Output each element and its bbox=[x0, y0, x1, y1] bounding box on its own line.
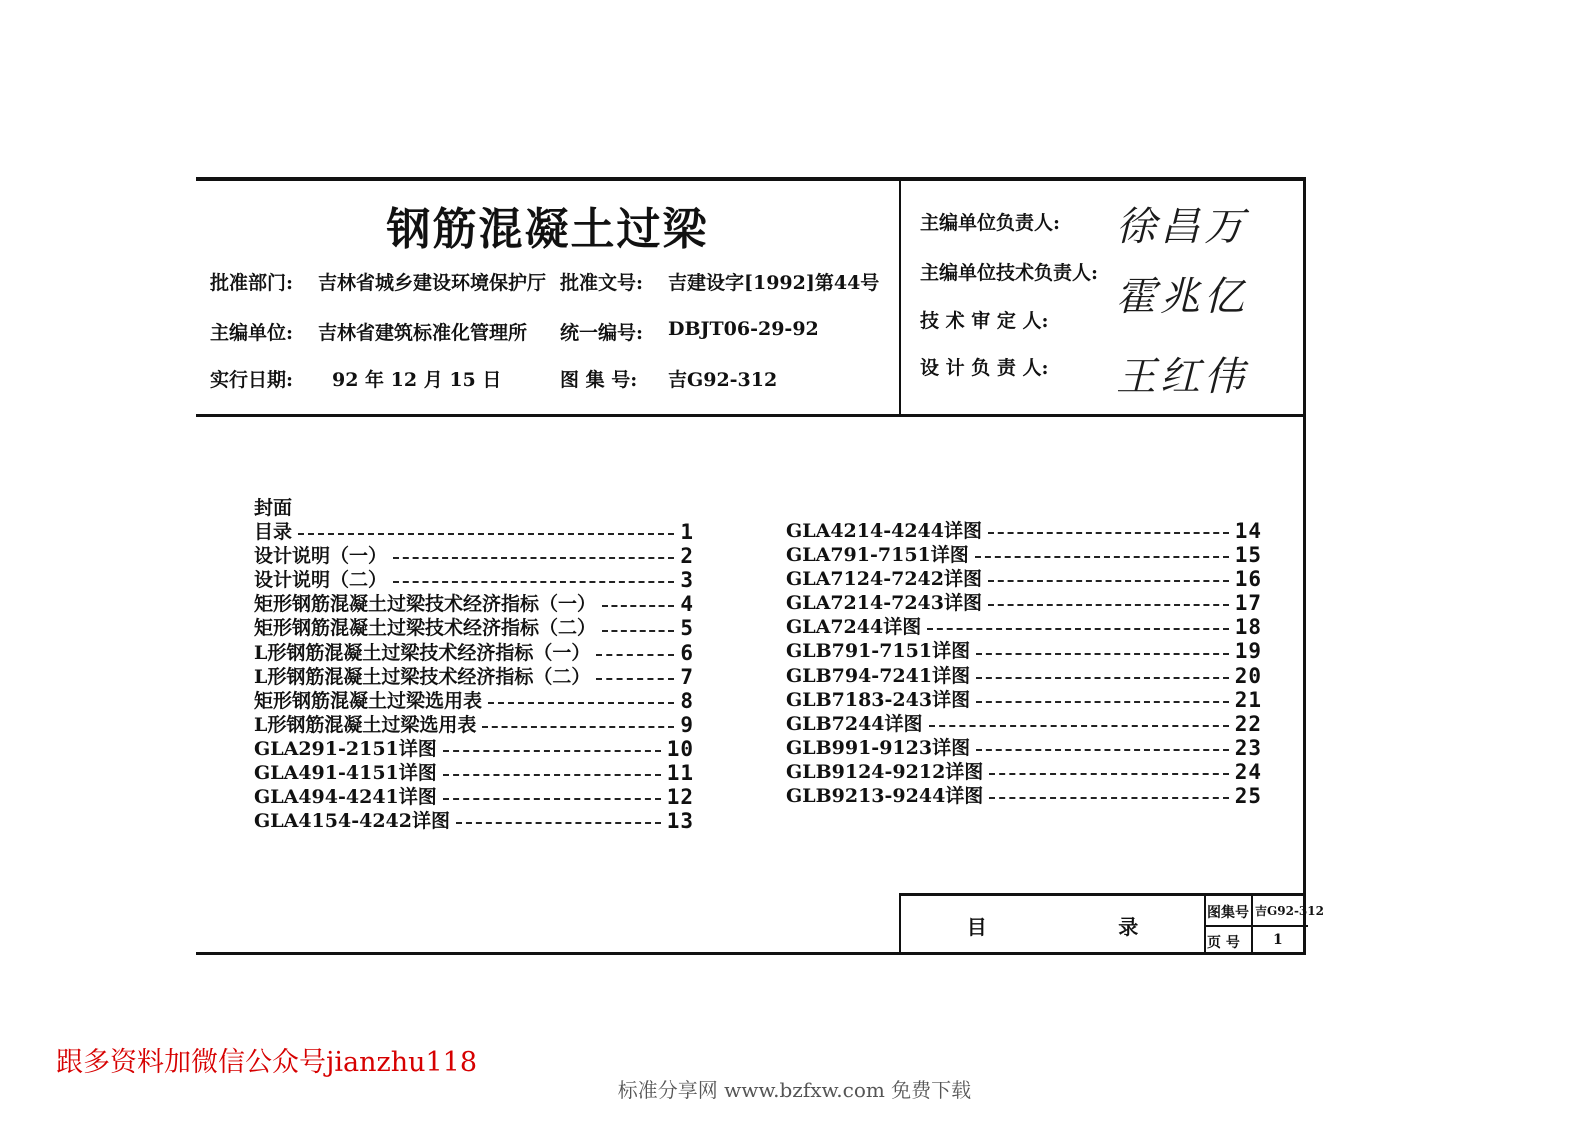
approval-dept-value: 吉林省城乡建设环境保护厅 bbox=[318, 272, 547, 294]
title-block bbox=[899, 893, 1324, 955]
toc-entry-page: 7 bbox=[680, 664, 694, 689]
toc-entry bbox=[786, 639, 1262, 663]
toc-entry bbox=[786, 615, 1262, 639]
toc-leader bbox=[393, 557, 674, 559]
toc-entry-page: 23 bbox=[1234, 735, 1262, 760]
toc-right bbox=[786, 519, 1262, 808]
toc-leader bbox=[482, 726, 674, 728]
toc-entry-label: 封面 bbox=[254, 497, 293, 519]
toc-entry-page: 25 bbox=[1234, 784, 1262, 809]
toc-entry bbox=[254, 641, 694, 665]
toc-entry bbox=[786, 784, 1262, 808]
toc-entry-page: 22 bbox=[1234, 711, 1262, 736]
toc-entry-page: 6 bbox=[680, 640, 694, 665]
toc-entry-label: L形钢筋混凝土过梁技术经济指标（一） bbox=[254, 641, 591, 664]
responsible-label: 技 术 审 定 人: bbox=[920, 310, 1049, 332]
toc-leader bbox=[975, 556, 1229, 558]
title-block-name-right: 录 bbox=[1118, 915, 1139, 939]
toc-leader bbox=[298, 533, 674, 535]
toc-leader bbox=[602, 630, 674, 632]
toc-entry-page: 3 bbox=[680, 568, 694, 593]
toc-leader bbox=[989, 773, 1228, 775]
toc-entry-label: GLB9213-9244详图 bbox=[786, 785, 984, 808]
toc-entry-page: 24 bbox=[1234, 759, 1262, 784]
toc-entry-label: 矩形钢筋混凝土过梁技术经济指标（一） bbox=[254, 593, 597, 616]
toc-entry bbox=[254, 713, 694, 737]
toc-entry-page: 9 bbox=[680, 712, 694, 737]
toc-entry-page: 15 bbox=[1234, 543, 1262, 568]
title-block-name-left: 目 bbox=[966, 915, 987, 939]
unified-no-value: DBJT06-29-92 bbox=[668, 318, 819, 340]
toc-entry-label: GLB7183-243详图 bbox=[786, 688, 971, 711]
toc-entry-page: 10 bbox=[666, 736, 694, 761]
toc-entry-label: GLA491-4151详图 bbox=[254, 762, 437, 785]
toc-leader bbox=[927, 628, 1228, 630]
toc-entry bbox=[786, 736, 1262, 760]
header-divider-vertical bbox=[899, 177, 901, 414]
header-divider-horizontal bbox=[196, 414, 1306, 417]
atlas-no-label: 图 集 号: bbox=[560, 369, 638, 391]
toc-entry bbox=[786, 712, 1262, 736]
approval-doc-label: 批准文号: bbox=[560, 272, 644, 294]
atlas-value: 吉G92-312 bbox=[1255, 904, 1324, 918]
approval-dept-label: 批准部门: bbox=[210, 272, 294, 294]
toc-entry-page: 2 bbox=[680, 544, 694, 569]
toc-entry bbox=[786, 543, 1262, 567]
toc-entry-page: 13 bbox=[666, 809, 694, 834]
toc-entry-page: 20 bbox=[1234, 663, 1262, 688]
toc-entry-label: GLA7214-7243详图 bbox=[786, 592, 982, 615]
toc-entry-label: GLA7244详图 bbox=[786, 616, 922, 639]
toc-leader bbox=[456, 822, 661, 824]
toc-entry bbox=[786, 760, 1262, 784]
toc-leader bbox=[988, 604, 1229, 606]
responsible-label: 设 计 负 责 人: bbox=[920, 357, 1049, 379]
toc-entry bbox=[254, 785, 694, 809]
toc-entry-label: GLA7124-7242详图 bbox=[786, 568, 982, 591]
toc-leader bbox=[988, 580, 1229, 582]
toc-leader bbox=[929, 725, 1229, 727]
toc-entry-label: 矩形钢筋混凝土过梁选用表 bbox=[254, 689, 483, 712]
toc-entry bbox=[786, 591, 1262, 615]
signature: 霍兆亿 bbox=[1116, 274, 1248, 320]
toc-entry-page: 11 bbox=[666, 761, 694, 786]
toc-entry-label: L形钢筋混凝土过梁选用表 bbox=[254, 713, 477, 736]
toc-entry-label: 目录 bbox=[254, 521, 293, 544]
toc-entry-page: 16 bbox=[1234, 567, 1262, 592]
responsible-label: 主编单位技术负责人: bbox=[920, 262, 1099, 284]
date-value: 92 年 12 月 15 日 bbox=[332, 369, 502, 391]
toc-leader bbox=[596, 678, 674, 680]
toc-entry bbox=[254, 592, 694, 616]
toc-leader bbox=[976, 701, 1229, 703]
toc-entry-page: 19 bbox=[1234, 639, 1262, 664]
toc-entry-label: GLA4154-4242详图 bbox=[254, 810, 450, 833]
toc-entry bbox=[254, 665, 694, 689]
toc-entry-page: 4 bbox=[680, 592, 694, 617]
page-label: 页 号 bbox=[1207, 935, 1240, 951]
toc-leader bbox=[393, 581, 674, 583]
toc-entry bbox=[786, 664, 1262, 688]
toc-entry bbox=[786, 519, 1262, 543]
toc-leader bbox=[976, 677, 1229, 679]
toc-entry bbox=[254, 520, 694, 544]
toc-leader bbox=[976, 653, 1229, 655]
atlas-label: 图集号 bbox=[1207, 905, 1249, 921]
toc-entry-page: 18 bbox=[1234, 615, 1262, 640]
atlas-no-value: 吉G92-312 bbox=[668, 369, 778, 391]
date-label: 实行日期: bbox=[210, 369, 294, 391]
toc-entry bbox=[254, 689, 694, 713]
toc-entry-label: 设计说明（一） bbox=[254, 545, 388, 568]
toc-entry bbox=[786, 688, 1262, 712]
responsible-label: 主编单位负责人: bbox=[920, 212, 1061, 234]
toc-entry-label: GLB7244详图 bbox=[786, 712, 923, 735]
toc-entry-page: 1 bbox=[680, 520, 694, 545]
toc-entry-label: GLA791-7151详图 bbox=[786, 544, 969, 567]
toc-entry bbox=[254, 568, 694, 592]
toc-entry bbox=[786, 567, 1262, 591]
toc-entry-page: 21 bbox=[1234, 687, 1262, 712]
toc-entry-page: 12 bbox=[666, 785, 694, 810]
toc-entry bbox=[254, 544, 694, 568]
toc-entry-label: GLB791-7151详图 bbox=[786, 640, 971, 663]
toc-leader bbox=[602, 605, 674, 607]
toc-entry-page: 14 bbox=[1234, 519, 1262, 543]
toc-entry-page: 5 bbox=[680, 616, 694, 641]
toc-leader bbox=[488, 702, 674, 704]
toc-leader bbox=[443, 750, 661, 752]
promo-note: 跟多资料加微信公众号jianzhu118 bbox=[56, 1047, 478, 1078]
title-block-divider bbox=[1251, 896, 1253, 955]
source-watermark: 标准分享网 www.bzfxw.com 免费下载 bbox=[617, 1078, 972, 1102]
title-block-name bbox=[901, 896, 1206, 955]
toc-leader bbox=[443, 798, 661, 800]
toc-entry bbox=[254, 761, 694, 785]
toc-entry bbox=[254, 496, 694, 520]
toc-entry-label: GLA291-2151详图 bbox=[254, 737, 437, 760]
signature: 徐昌万 bbox=[1116, 204, 1248, 250]
toc-entry-label: GLA4214-4244详图 bbox=[786, 520, 982, 542]
title-block-divider bbox=[1204, 925, 1308, 927]
toc-entry-label: GLB991-9123详图 bbox=[786, 736, 971, 759]
toc-leader bbox=[988, 532, 1229, 534]
toc-entry bbox=[254, 737, 694, 761]
toc-entry-label: GLB9124-9212详图 bbox=[786, 760, 984, 783]
toc-entry-label: GLB794-7241详图 bbox=[786, 664, 971, 687]
toc-entry-page: 17 bbox=[1234, 591, 1262, 616]
toc-entry-label: GLA494-4241详图 bbox=[254, 786, 437, 809]
toc-entry-label: 设计说明（二） bbox=[254, 569, 388, 592]
toc-leader bbox=[989, 797, 1228, 799]
page-value: 1 bbox=[1273, 932, 1283, 948]
toc-leader bbox=[596, 654, 674, 656]
toc-entry bbox=[254, 616, 694, 640]
page-title: 钢筋混凝土过梁 bbox=[386, 204, 709, 255]
toc-entry-page: 8 bbox=[680, 688, 694, 713]
unified-no-label: 统一编号: bbox=[560, 322, 644, 344]
toc-leader bbox=[976, 749, 1229, 751]
approval-doc-value: 吉建设字[1992]第44号 bbox=[668, 272, 880, 294]
toc-left bbox=[254, 496, 694, 833]
toc-leader bbox=[443, 774, 661, 776]
editor-unit-value: 吉林省建筑标准化管理所 bbox=[318, 322, 528, 344]
signature: 王红伟 bbox=[1116, 354, 1248, 400]
toc-entry-label: L形钢筋混凝土过梁技术经济指标（二） bbox=[254, 665, 591, 688]
toc-entry bbox=[254, 809, 694, 833]
editor-unit-label: 主编单位: bbox=[210, 322, 294, 344]
toc-entry-label: 矩形钢筋混凝土过梁技术经济指标（二） bbox=[254, 617, 597, 640]
